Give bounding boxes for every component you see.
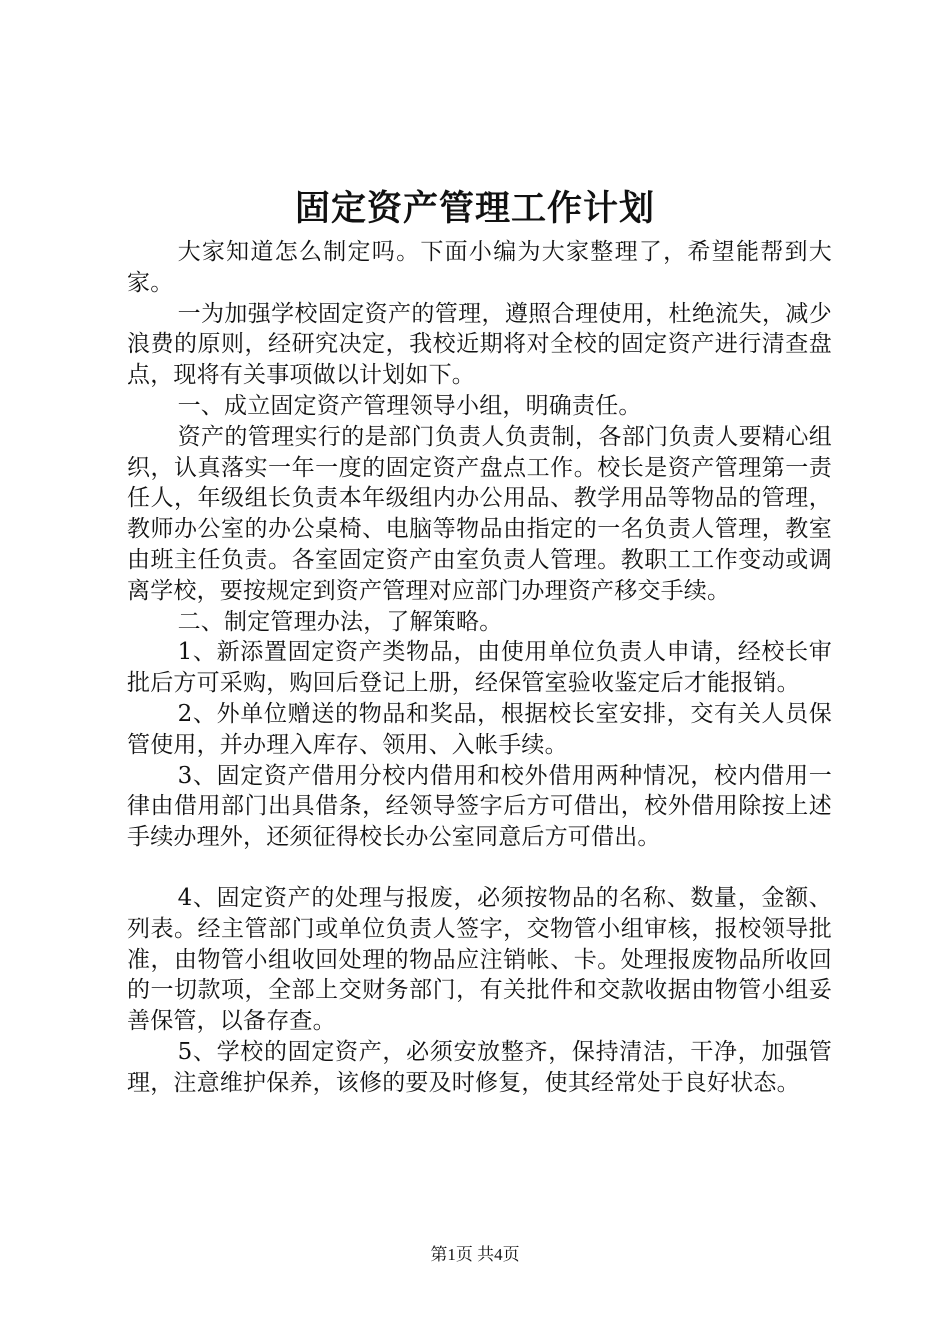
paragraph-responsibility: 资产的管理实行的是部门负责人负责制，各部门负责人要精心组织，认真落实一年一度的固定资产盘点工作。校长是资产管理第一责任人，年级组长负责本年级组内办公用品、教学用品等物品的管理，教师办公室的办公桌椅、电脑等物品由指定的一名负责人管理，教室由班主任负责。各室固定资产由室负责人管理。教职工工作变动或调离学校，要按规定到资产管理对应部门办理资产移交手续。 (127, 423, 832, 604)
document-title: 固定资产管理工作计划 (294, 188, 655, 229)
paragraph-intro: 大家知道怎么制定吗。下面小编为大家整理了，希望能帮到大家。 (127, 239, 832, 296)
paragraph-purpose: 一为加强学校固定资产的管理，遵照合理使用，杜绝流失，减少浪费的原则，经研究决定，我校近期将对全校的固定资产进行清查盘点，现将有关事项做以计划如下。 (127, 300, 832, 389)
list-item-1: 1、新添置固定资产类物品，由使用单位负责人申请，经校长审批后方可采购，购回后登记上册，经保管室验收鉴定后才能报销。 (127, 639, 832, 697)
page-footer: 第1页 共4页 (430, 1245, 520, 1264)
document-body (127, 237, 832, 1099)
list-item-2: 2、外单位赠送的物品和奖品，根据校长室安排，交有关人员保管使用，并办理入库存、领用、入帐手续。 (127, 700, 832, 758)
section-heading-1: 一、成立固定资产管理领导小组，明确责任。 (177, 392, 642, 419)
list-item-3: 3、固定资产借用分校内借用和校外借用两种情况，校内借用一律由借用部门出具借条，经领导签字后方可借出，校外借用除按上述手续办理外，还须征得校长办公室同意后方可借出。 (127, 762, 832, 851)
section-heading-2: 二、制定管理办法，了解策略。 (177, 608, 503, 635)
list-item-4: 4、固定资产的处理与报废，必须按物品的名称、数量，金额、列表。经主管部门或单位负责人签字，交物管小组审核，报校领导批准，由物管小组收回处理的物品应注销帐、卡。处理报废物品所收回的一切款项，全部上交财务部门，有关批件和交款收据由物管小组妥善保管，以备存查。 (127, 884, 832, 1035)
list-item-5: 5、学校的固定资产，必须安放整齐，保持清洁，干净，加强管理，注意维护保养，该修的要及时修复，使其经常处于良好状态。 (127, 1038, 832, 1096)
